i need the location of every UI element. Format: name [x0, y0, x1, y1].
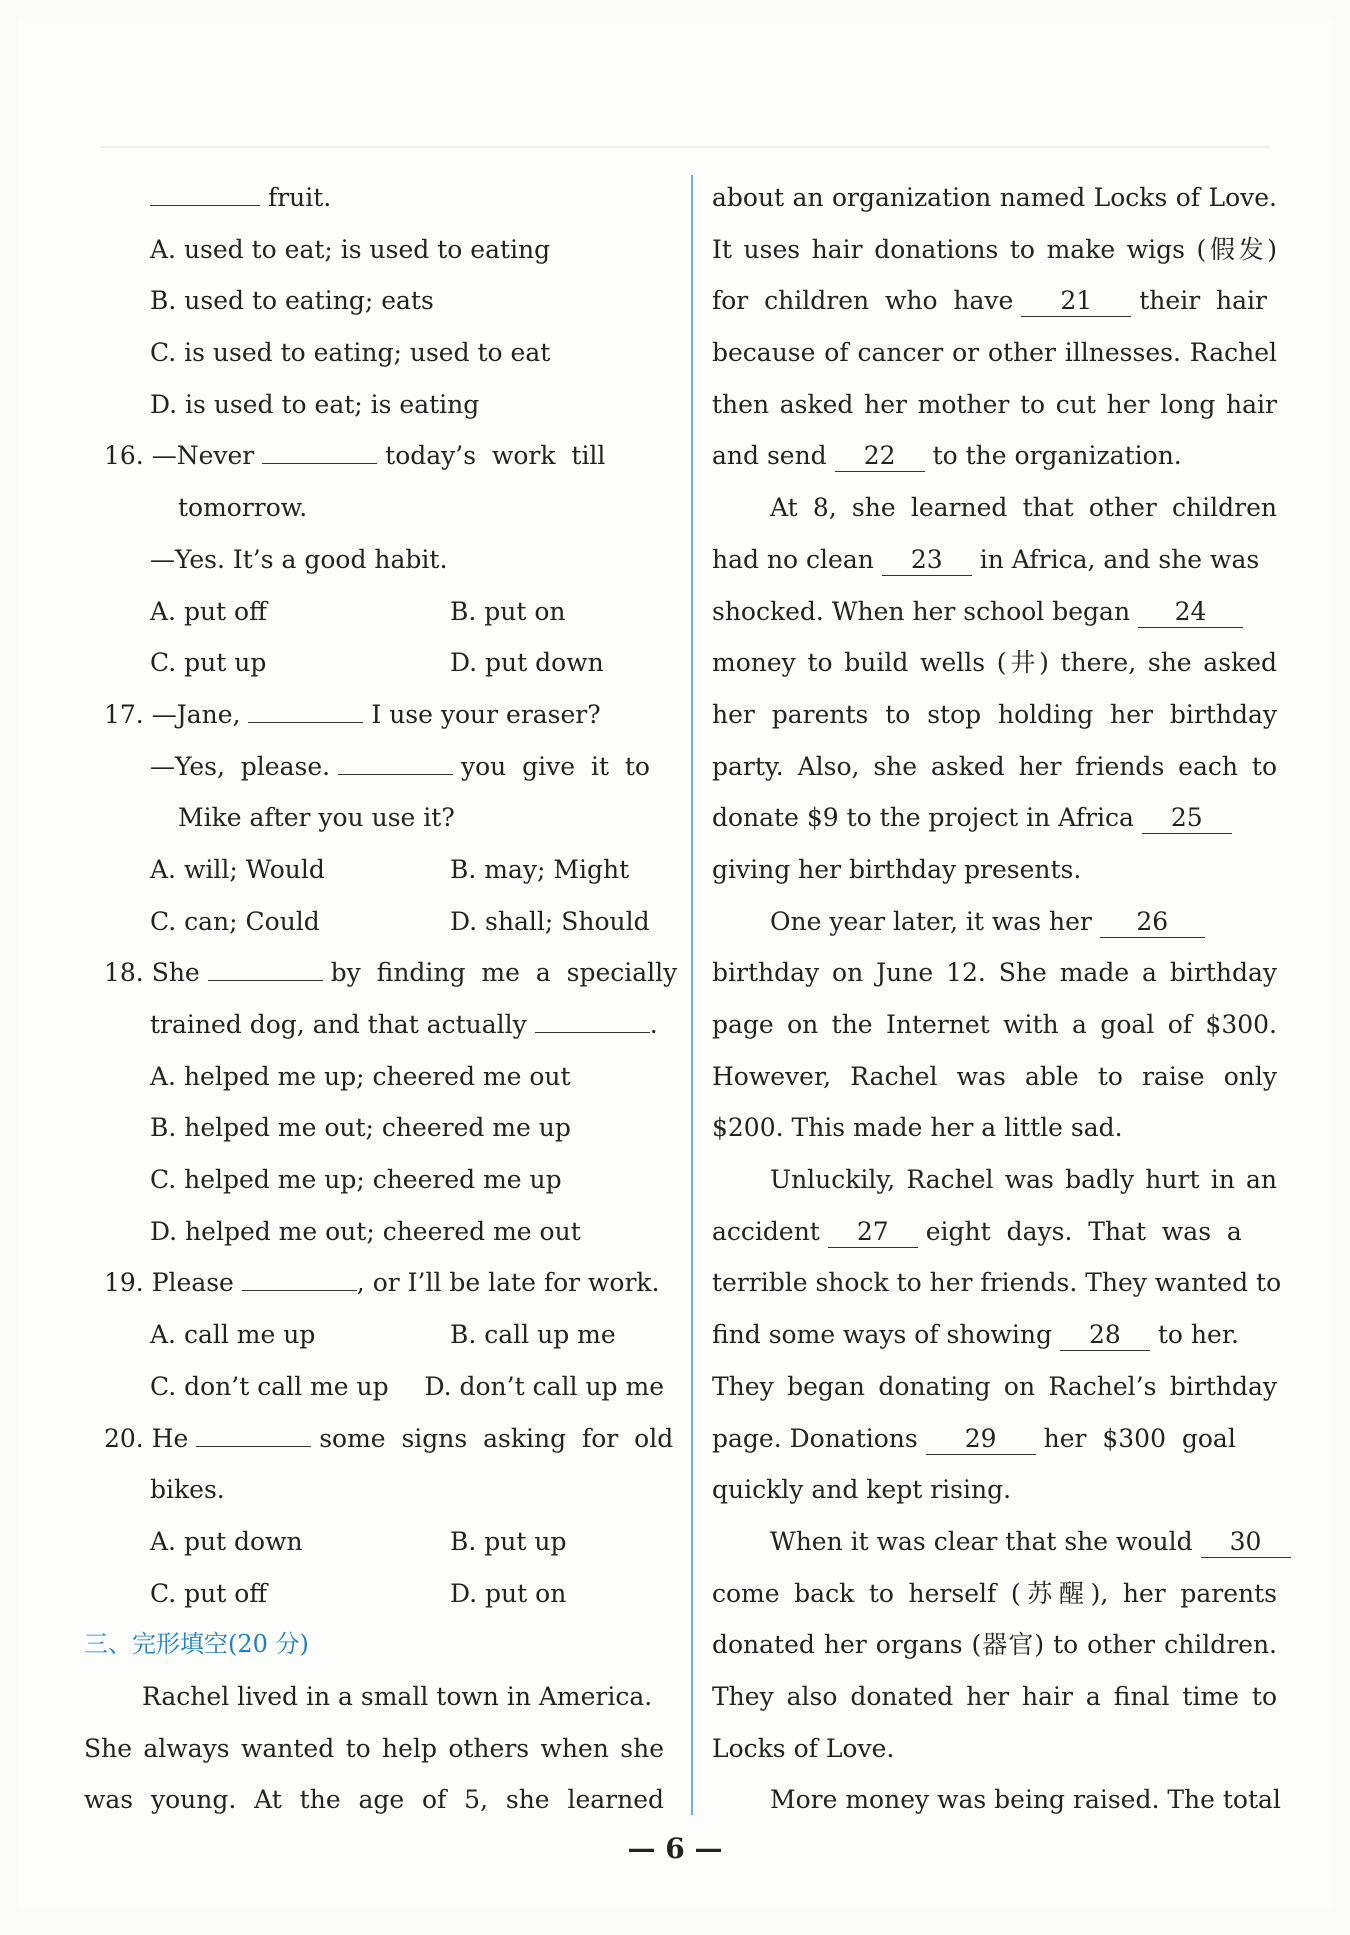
line-text: because of cancer or other illnesses. Rachel: [712, 338, 1277, 368]
line-text: to the organization.: [924, 441, 1182, 471]
line-text: Rachel lived in a small town in America.: [142, 1681, 653, 1711]
line-text: in Africa, and she was: [971, 544, 1260, 574]
text-line: [104, 689, 664, 741]
line-text: —Yes, please.: [150, 751, 339, 781]
line-text: It uses hair donations to make wigs (假发): [712, 234, 1277, 264]
text-line: [104, 844, 664, 896]
fill-in-blank: 23: [882, 545, 972, 576]
passage-start: [84, 1671, 664, 1826]
fill-in-blank: [242, 1260, 357, 1291]
line-text: When it was clear that she would: [770, 1526, 1201, 1556]
text-line: [712, 1774, 1281, 1826]
fill-in-blank: 30: [1201, 1527, 1291, 1558]
fill-in-blank: [196, 1416, 311, 1447]
text-line: [712, 1671, 1277, 1723]
fill-in-blank: 25: [1142, 803, 1232, 834]
text-line: [104, 172, 664, 224]
line-text: party. Also, she asked her friends each to: [712, 751, 1277, 781]
text-line: [104, 1051, 664, 1103]
fill-in-blank: 27: [828, 1217, 918, 1248]
line-text: donated her organs (器官) to other children.: [712, 1630, 1277, 1660]
text-line: [712, 947, 1277, 999]
text-line: [712, 844, 1277, 896]
text-line: [712, 534, 1277, 586]
answer-option: C. put up: [150, 648, 267, 678]
text-line: [712, 1361, 1277, 1413]
text-line: [712, 689, 1277, 741]
line-text: 18. She: [104, 958, 208, 988]
text-line: [712, 1051, 1277, 1103]
text-line: [712, 586, 1277, 638]
text-line: [104, 482, 664, 534]
line-text: A. helped me up; cheered me out: [150, 1061, 571, 1091]
text-line: [712, 172, 1277, 224]
fill-in-blank: [208, 950, 323, 981]
line-text: donate $9 to the project in Africa: [712, 803, 1142, 833]
fill-in-blank: [150, 175, 260, 206]
line-text: 20. He: [104, 1423, 197, 1453]
line-text: some signs asking for old: [311, 1423, 674, 1453]
line-text: bikes.: [150, 1475, 225, 1505]
text-line: [104, 224, 664, 276]
line-text: More money was being raised. The total: [770, 1785, 1281, 1815]
answer-option: C. can; Could: [150, 906, 320, 936]
line-text: page. Donations: [712, 1423, 926, 1453]
line-text: C. is used to eating; used to eat: [150, 338, 551, 368]
line-text: then asked her mother to cut her long hair: [712, 389, 1277, 419]
text-line: [712, 741, 1277, 793]
text-line: [104, 999, 664, 1051]
fill-in-blank: [535, 1002, 650, 1033]
text-line: [712, 1619, 1277, 1671]
line-text: had no clean: [712, 544, 882, 574]
text-line: [104, 741, 664, 793]
text-line: [712, 1154, 1277, 1206]
line-text: 19. Please: [104, 1268, 242, 1298]
line-text: her $300 goal: [1035, 1423, 1236, 1453]
line-text: trained dog, and that actually: [150, 1010, 535, 1039]
section-points: (20 分): [228, 1630, 309, 1659]
fill-in-blank: 29: [926, 1424, 1036, 1455]
line-text: fruit.: [260, 183, 332, 212]
text-line: [712, 792, 1277, 844]
line-text: Unluckily, Rachel was badly hurt in an: [770, 1165, 1277, 1195]
line-text: terrible shock to her friends. They wanted to: [712, 1268, 1282, 1298]
answer-option: C. put off: [150, 1578, 268, 1608]
line-text: 17. —Jane,: [104, 699, 249, 729]
text-line: [712, 224, 1277, 276]
text-line: [712, 1723, 1277, 1775]
text-line: [104, 637, 664, 689]
line-text: page on the Internet with a goal of $300.: [712, 1010, 1277, 1039]
text-line: [712, 1516, 1277, 1568]
answer-option: B. put on: [450, 596, 566, 626]
line-text: , or I’ll be late for work.: [356, 1268, 660, 1298]
answer-option: A. call me up: [150, 1320, 316, 1350]
text-line: [104, 1413, 674, 1465]
text-line: [104, 1154, 664, 1206]
line-text: was young. At the age of 5, she learned: [84, 1785, 664, 1815]
text-line: [84, 1774, 664, 1826]
fill-in-blank: [262, 433, 377, 464]
line-text: accident: [712, 1216, 828, 1246]
text-line: [712, 1413, 1277, 1465]
header-bleed-through: [100, 86, 1270, 148]
text-line: [104, 1568, 664, 1620]
text-line: [104, 586, 664, 638]
answer-option: B. call up me: [450, 1320, 616, 1350]
text-line: [104, 1516, 664, 1568]
text-line: [712, 1309, 1277, 1361]
answer-option: A. will; Would: [150, 854, 325, 884]
text-line: [84, 1723, 664, 1775]
line-text: I use your eraser?: [363, 699, 601, 729]
fill-in-blank: 21: [1021, 286, 1131, 317]
line-text: you give it to: [453, 751, 650, 781]
line-text: D. helped me out; cheered me out: [150, 1216, 581, 1246]
text-line: [712, 482, 1277, 534]
text-line: [104, 534, 664, 586]
line-text: Mike after you use it?: [178, 803, 455, 833]
line-text: money to build wells (井) there, she asked: [712, 648, 1277, 678]
page-number: — 6 —: [627, 1832, 723, 1865]
answer-option: A. put down: [150, 1526, 303, 1556]
line-text: tomorrow.: [178, 493, 308, 523]
fill-in-blank: 22: [835, 441, 925, 472]
text-line: [712, 637, 1277, 689]
text-line: [104, 327, 664, 379]
line-text: .: [649, 1010, 658, 1039]
text-line: [104, 379, 664, 431]
line-text: find some ways of showing: [712, 1320, 1060, 1350]
line-text: their hair: [1131, 286, 1267, 316]
line-text: B. used to eating; eats: [150, 286, 434, 316]
fill-in-blank: [248, 692, 363, 723]
text-line: [712, 327, 1277, 379]
line-text: $200. This made her a little sad.: [712, 1113, 1123, 1143]
line-text: A. used to eat; is used to eating: [150, 234, 551, 264]
line-text: eight days. That was a: [917, 1216, 1242, 1246]
left-column: [84, 172, 678, 1826]
line-text: by finding me a specially: [322, 958, 678, 988]
line-text: to her.: [1149, 1320, 1239, 1350]
section-title-text: 三、完形填空: [84, 1630, 228, 1659]
line-text: about an organization named Locks of Love.: [712, 183, 1277, 212]
text-line: [104, 792, 664, 844]
text-line: [712, 379, 1277, 431]
line-text: They began donating on Rachel’s birthday: [712, 1371, 1277, 1401]
line-text: come back to herself (苏醒), her parents: [712, 1578, 1277, 1608]
text-line: [104, 1102, 664, 1154]
answer-option: B. may; Might: [450, 854, 630, 884]
line-text: B. helped me out; cheered me up: [150, 1113, 571, 1143]
section-heading: [84, 1619, 664, 1671]
line-text: She always wanted to help others when she: [84, 1733, 664, 1763]
line-text: Locks of Love.: [712, 1733, 895, 1763]
text-line: [712, 1257, 1282, 1309]
text-line: [104, 1257, 664, 1309]
line-text: At 8, she learned that other children: [770, 493, 1277, 523]
fill-in-blank: 26: [1100, 907, 1205, 938]
column-divider: [691, 175, 693, 1815]
answer-option: C. don’t call me up: [150, 1371, 389, 1401]
line-text: One year later, it was her: [770, 906, 1100, 936]
text-line: [712, 275, 1277, 327]
answer-option: D. don’t call up me: [424, 1371, 664, 1401]
text-line: [712, 430, 1277, 482]
text-line: [104, 1464, 664, 1516]
right-column: [712, 172, 1282, 1826]
fill-in-blank: [338, 744, 453, 775]
fill-in-blank: 28: [1060, 1320, 1150, 1351]
text-line: [712, 999, 1277, 1051]
text-line: [712, 1568, 1277, 1620]
text-line: [104, 1309, 664, 1361]
text-line: [712, 1464, 1277, 1516]
line-text: shocked. When her school began: [712, 596, 1138, 626]
line-text: They also donated her hair a final time to: [712, 1681, 1277, 1711]
line-text: birthday on June 12. She made a birthday: [712, 958, 1277, 988]
line-text: her parents to stop holding her birthday: [712, 699, 1277, 729]
text-line: [104, 275, 664, 327]
text-line: [712, 1206, 1277, 1258]
text-line: [104, 1361, 664, 1413]
text-line: [104, 1206, 664, 1258]
line-text: C. helped me up; cheered me up: [150, 1165, 562, 1195]
line-text: D. is used to eat; is eating: [150, 389, 480, 419]
text-line: [104, 430, 664, 482]
line-text: today’s work till: [377, 441, 606, 471]
answer-option: D. put on: [450, 1578, 567, 1608]
line-text: quickly and kept rising.: [712, 1475, 1012, 1505]
line-text: —Yes. It’s a good habit.: [150, 544, 448, 574]
line-text: giving her birthday presents.: [712, 854, 1082, 884]
line-text: for children who have: [712, 286, 1022, 316]
text-line: [104, 947, 678, 999]
text-line: [104, 896, 664, 948]
text-line: [712, 1102, 1277, 1154]
answer-option: D. shall; Should: [450, 906, 650, 936]
text-line: [84, 1671, 664, 1723]
fill-in-blank: 24: [1138, 597, 1243, 628]
answer-option: B. put up: [450, 1526, 567, 1556]
answer-option: D. put down: [450, 648, 604, 678]
answer-option: A. put off: [150, 596, 267, 626]
line-text: However, Rachel was able to raise only: [712, 1061, 1277, 1091]
line-text: and send: [712, 441, 835, 471]
line-text: 16. —Never: [104, 441, 263, 471]
text-line: [712, 896, 1277, 948]
